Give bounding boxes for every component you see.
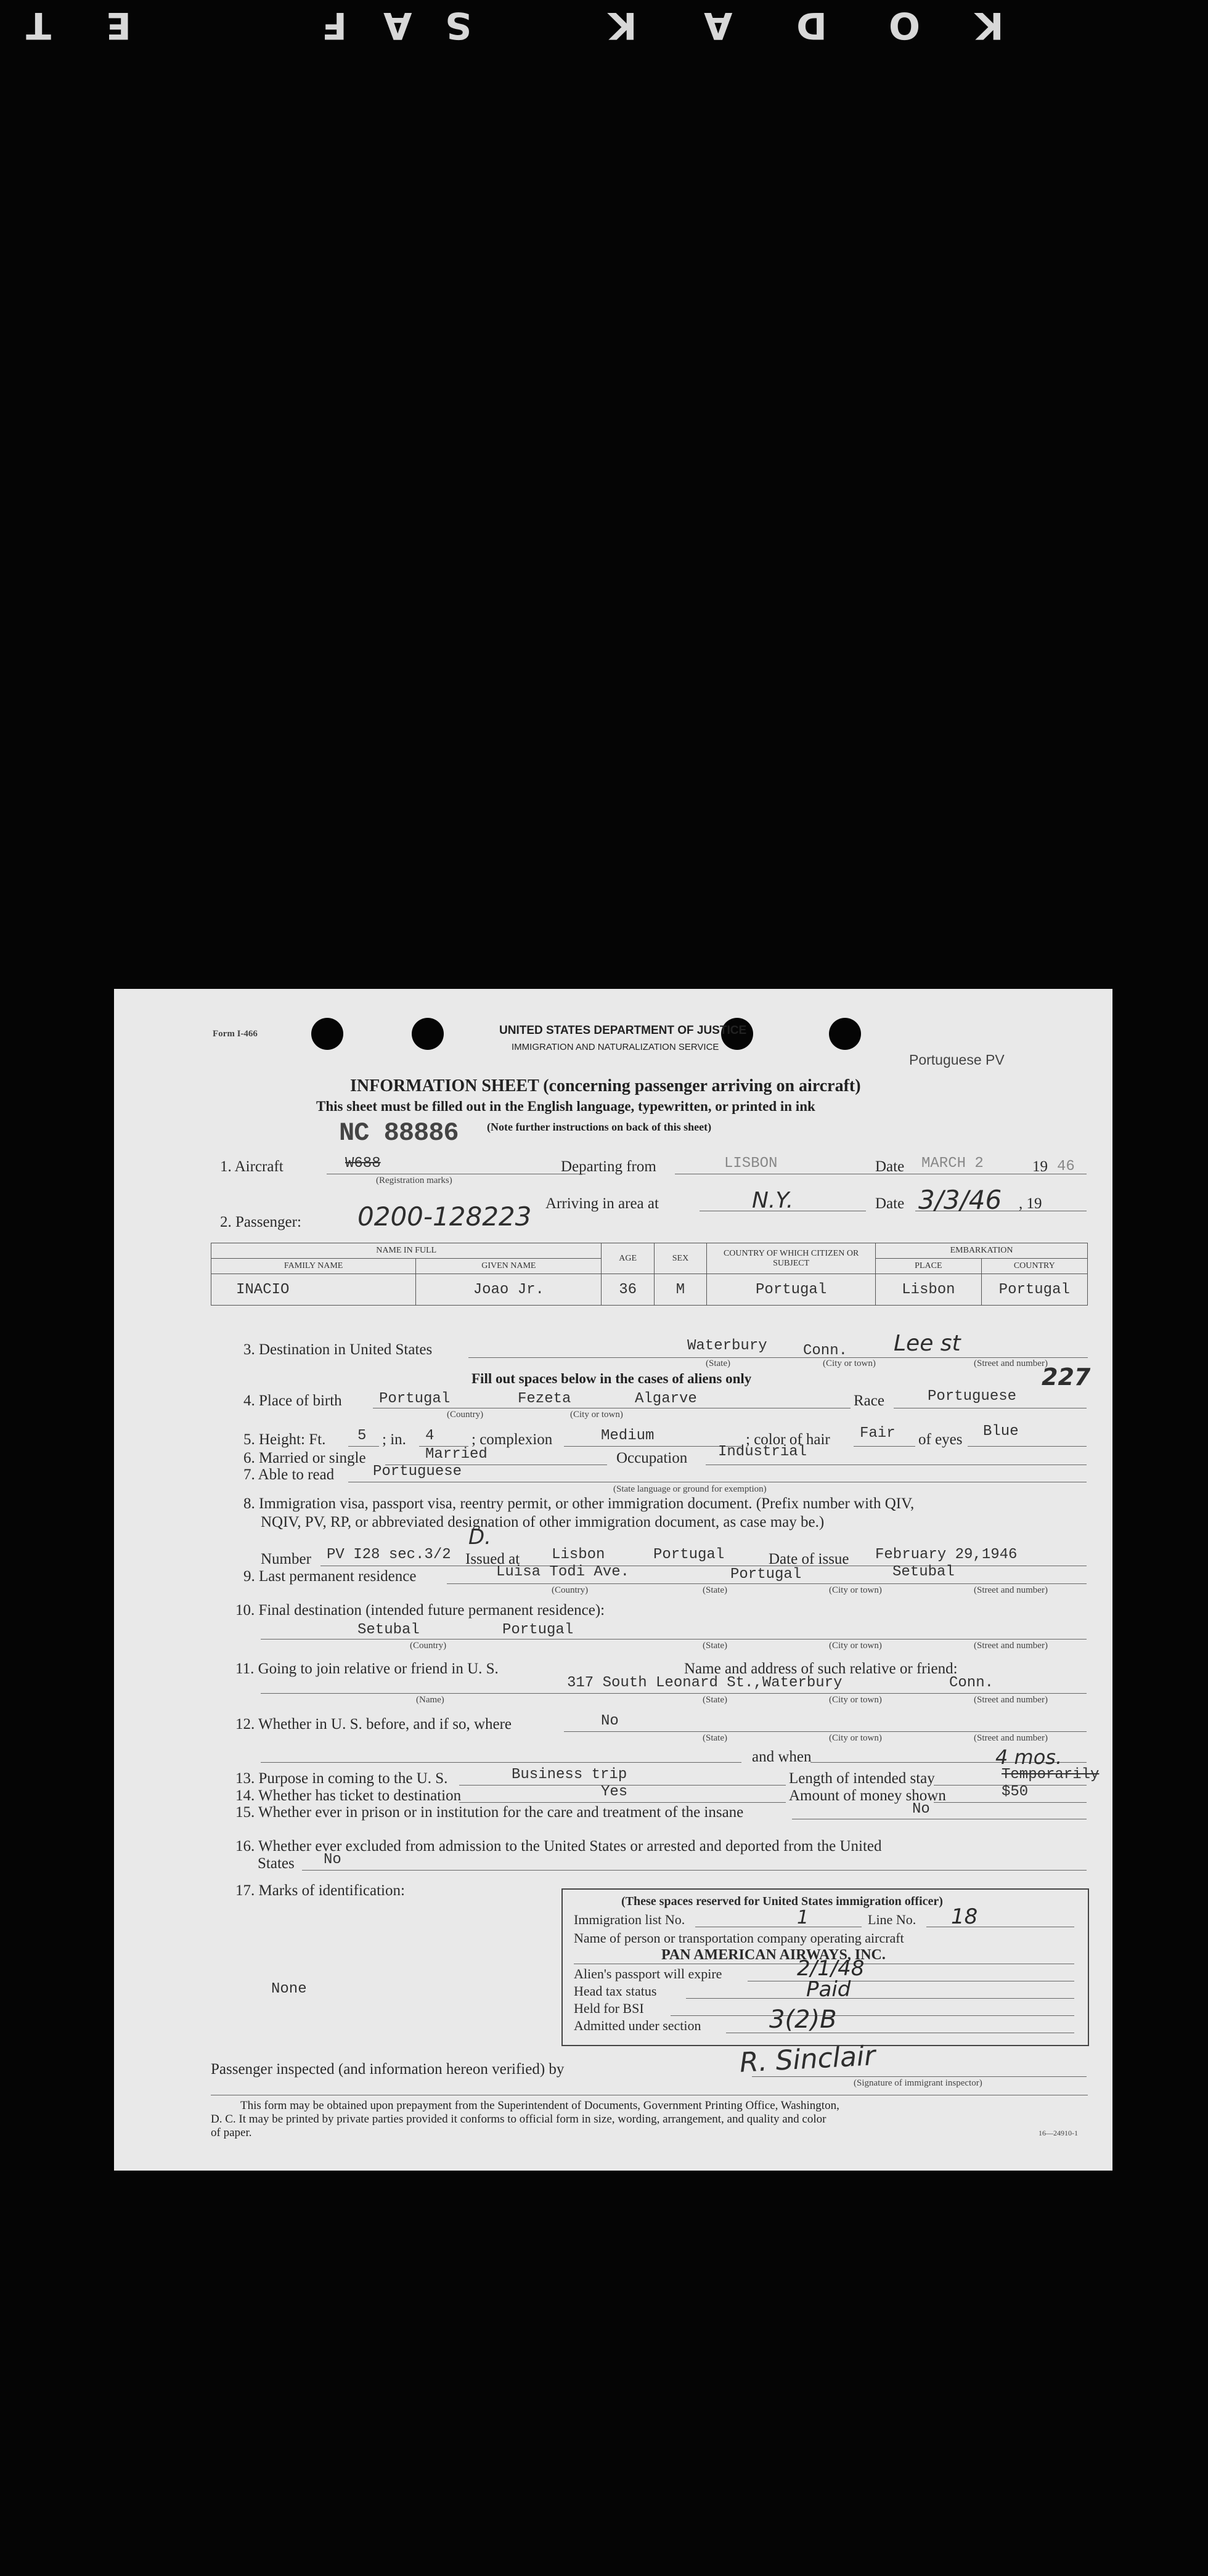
destination-state: Conn. xyxy=(803,1343,848,1359)
issue-date-label: Date of issue xyxy=(769,1551,849,1567)
cell-place: Lisbon xyxy=(876,1274,981,1306)
relative-sub-street: (Street and number) xyxy=(974,1695,1048,1705)
prison-value: No xyxy=(912,1801,930,1818)
destination-number: 227 xyxy=(1042,1363,1091,1391)
list-label: Immigration list No. xyxy=(574,1912,685,1927)
height-in: 4 xyxy=(425,1428,435,1444)
destination-sub-street: (Street and number) xyxy=(974,1359,1048,1368)
birth-sub-city: (City or town) xyxy=(570,1410,623,1420)
cell-age: 36 xyxy=(602,1274,654,1306)
stay-hand: 4 mos. xyxy=(995,1745,1063,1769)
cell-citizen: Portugal xyxy=(707,1274,876,1306)
relative-sub-name: (Name) xyxy=(416,1695,444,1705)
married-label: 6. Married or single xyxy=(243,1450,366,1466)
film-edge-bottom xyxy=(0,2557,1208,2576)
final-destination-label: 10. Final destination (intended future permanent residence): xyxy=(235,1602,605,1619)
money-value: $50 xyxy=(1002,1784,1029,1800)
residence-sub-city: (City or town) xyxy=(829,1585,882,1595)
before-when-label: and when xyxy=(752,1749,812,1765)
visa-number: PV I28 sec.3/2 xyxy=(327,1546,451,1563)
form-number: Form I-466 xyxy=(213,1029,258,1039)
col-header-given: GIVEN NAME xyxy=(416,1259,602,1274)
relative-address-label: Name and address of such relative or friend: xyxy=(684,1660,958,1677)
excluded-value: No xyxy=(324,1851,341,1868)
passenger-year-prefix: , 19 xyxy=(1019,1195,1042,1212)
marks-value: None xyxy=(271,1981,307,1997)
operator-label: Name of person or transportation company operating aircraft xyxy=(574,1930,904,1946)
line-number: 18 xyxy=(951,1904,978,1929)
height-ft: 5 xyxy=(357,1428,367,1444)
destination-label: 3. Destination in United States xyxy=(243,1341,433,1358)
sheet-title: INFORMATION SHEET (concerning passenger arriving on aircraft) xyxy=(350,1076,861,1095)
residence-sub-country: (Country) xyxy=(552,1585,589,1595)
cell-sex: M xyxy=(654,1274,706,1306)
footer-line-3: of paper. xyxy=(211,2126,252,2139)
destination-sub-state: (State) xyxy=(706,1359,730,1368)
birth-region: Algarve xyxy=(635,1391,697,1407)
final-destination-city: Setubal xyxy=(357,1622,420,1638)
destination-street: Lee st xyxy=(894,1331,961,1356)
footer-line-1: This form may be obtained upon prepayment from the Superintendent of Documents, Government Printing Office, Washington, xyxy=(240,2099,839,2112)
marks-label: 17. Marks of identification: xyxy=(235,1882,405,1899)
married-value: Married xyxy=(425,1446,488,1463)
service-name: IMMIGRATION AND NATURALIZATION SERVICE xyxy=(512,1042,719,1052)
occupation-label: Occupation xyxy=(616,1450,688,1466)
relative-state: Conn. xyxy=(949,1675,994,1691)
passenger-table xyxy=(211,1243,1088,1306)
passenger-date-label: Date xyxy=(875,1195,905,1212)
aircraft-label: 1. Aircraft xyxy=(220,1158,284,1175)
destination-city: Waterbury xyxy=(687,1338,767,1354)
money-label: Amount of money shown xyxy=(789,1787,946,1804)
stay-label: Length of intended stay xyxy=(789,1770,935,1787)
punch-hole xyxy=(412,1018,444,1050)
aircraft-year-prefix: 19 xyxy=(1032,1158,1048,1175)
residence-city: Setubal xyxy=(892,1564,955,1580)
residence-label: 9. Last permanent residence xyxy=(243,1568,417,1585)
race-label: Race xyxy=(854,1392,884,1409)
relative-label: 11. Going to join relative or friend in U. S. xyxy=(235,1660,499,1677)
cell-country: Portugal xyxy=(981,1274,1087,1306)
inspector-sub: (Signature of immigrant inspector) xyxy=(854,2078,982,2088)
film-edge-letter: E xyxy=(105,4,131,47)
official-use-box xyxy=(561,1888,1089,2046)
final-destination-country: Portugal xyxy=(502,1622,574,1638)
film-edge-letter: O xyxy=(888,4,921,47)
relative-sub-city: (City or town) xyxy=(829,1695,882,1705)
visa-label-2: NQIV, PV, RP, or abbreviated designation of other immigration document, as case may be.) xyxy=(261,1514,825,1530)
height-in-label: ; in. xyxy=(382,1431,406,1448)
final-sub-country: (Country) xyxy=(410,1641,447,1651)
information-sheet-document xyxy=(114,989,1112,2171)
aircraft-sub: (Registration marks) xyxy=(376,1176,452,1185)
purpose-label: 13. Purpose in coming to the U. S. xyxy=(235,1770,448,1787)
expire-value: 2/1/48 xyxy=(797,1956,865,1981)
issued-city: Lisbon xyxy=(552,1546,605,1563)
birth-city: Fezeta xyxy=(518,1391,571,1407)
residence-street: Luisa Todi Ave. xyxy=(496,1564,630,1580)
film-edge-letter: A xyxy=(382,4,412,47)
read-sub: (State language or ground for exemption) xyxy=(613,1484,767,1494)
excluded-label-2: States xyxy=(258,1855,295,1872)
tax-label: Head tax status xyxy=(574,1983,657,1999)
eyes-label: of eyes xyxy=(918,1431,963,1448)
line-label: Line No. xyxy=(868,1912,916,1927)
destination-sub-city: (City or town) xyxy=(823,1359,876,1368)
col-header-sex: SEX xyxy=(654,1243,706,1274)
eyes-value: Blue xyxy=(983,1423,1019,1440)
residence-sub-state: (State) xyxy=(703,1585,727,1595)
punch-hole xyxy=(829,1018,861,1050)
before-label: 12. Whether in U. S. before, and if so, where xyxy=(235,1716,512,1733)
birth-country: Portugal xyxy=(379,1391,451,1407)
col-header-family: FAMILY NAME xyxy=(211,1259,416,1274)
birth-sub-country: (Country) xyxy=(447,1410,484,1420)
col-header-country: COUNTRY OF WHICH CITIZEN OR SUBJECT xyxy=(707,1243,876,1274)
complexion-value: Medium xyxy=(601,1428,655,1444)
admitted-value: 3(2)B xyxy=(769,2005,837,2034)
final-sub-street: (Street and number) xyxy=(974,1641,1048,1651)
aircraft-value: W688 xyxy=(345,1155,381,1172)
complexion-label: ; complexion xyxy=(471,1431,553,1448)
table-row xyxy=(211,1274,1088,1306)
stay-typed: Temporarily xyxy=(1002,1766,1100,1783)
residence-sub-street: (Street and number) xyxy=(974,1585,1048,1595)
before-sub-state: (State) xyxy=(703,1733,727,1743)
visa-label: 8. Immigration visa, passport visa, reentry permit, or other immigration document. (Prefix number with QIV, xyxy=(243,1495,915,1512)
corner-note: Portuguese PV xyxy=(909,1052,1005,1068)
visa-hand-mark: D. xyxy=(468,1525,491,1550)
inspector-signature: R. Sinclair xyxy=(738,2040,876,2079)
visa-number-label: Number xyxy=(261,1551,311,1567)
before-value: No xyxy=(601,1713,619,1729)
issue-date: February 29,1946 xyxy=(875,1546,1018,1563)
sheet-instruction: This sheet must be filled out in the English language, typewritten, or printed in ink xyxy=(316,1099,815,1114)
departing-value: LISBON xyxy=(724,1155,778,1172)
hair-value: Fair xyxy=(860,1425,896,1442)
footer-code: 16—24910-1 xyxy=(1039,2129,1078,2137)
read-value: Portuguese xyxy=(373,1463,462,1480)
cell-given: Joao Jr. xyxy=(416,1274,602,1306)
before-sub-street: (Street and number) xyxy=(974,1733,1048,1743)
list-number: 1 xyxy=(797,1907,809,1928)
arriving-value: N.Y. xyxy=(752,1188,794,1213)
col-header-age: AGE xyxy=(602,1243,654,1274)
admitted-label: Admitted under section xyxy=(574,2018,701,2033)
passenger-label: 2. Passenger: xyxy=(220,1214,301,1230)
residence-country: Portugal xyxy=(730,1566,802,1583)
department-name: UNITED STATES DEPARTMENT OF JUSTICE xyxy=(499,1024,747,1037)
inspector-label: Passenger inspected (and information hereon verified) by xyxy=(211,2061,565,2078)
film-edge-letter: D xyxy=(795,4,827,47)
col-header-embarkation: EMBARKATION xyxy=(876,1243,1088,1259)
passenger-number: 0200-128223 xyxy=(357,1201,532,1232)
col-header-name: NAME IN FULL xyxy=(211,1243,602,1259)
col-header-embark-country: COUNTRY xyxy=(981,1259,1087,1274)
col-header-place: PLACE xyxy=(876,1259,981,1274)
birth-label: 4. Place of birth xyxy=(243,1392,342,1409)
occupation-value: Industrial xyxy=(718,1444,807,1460)
arriving-label: Arriving in area at xyxy=(545,1195,659,1212)
height-label: 5. Height: Ft. xyxy=(243,1431,326,1448)
aircraft-date-value: MARCH 2 xyxy=(921,1155,984,1172)
purpose-value: Business trip xyxy=(512,1766,627,1783)
departing-label: Departing from xyxy=(561,1158,656,1175)
registration-stamp: NC 88886 xyxy=(339,1118,459,1148)
final-sub-city: (City or town) xyxy=(829,1641,882,1651)
excluded-label: 16. Whether ever excluded from admission to the United States or arrested and deported from the United xyxy=(235,1838,882,1855)
read-label: 7. Able to read xyxy=(243,1466,335,1483)
footer-line-2: D. C. It may be printed by private parties provided it conforms to official form in size, wording, arrangement, and quality and color xyxy=(211,2113,826,2126)
aliens-heading: Fill out spaces below in the cases of aliens only xyxy=(471,1371,752,1386)
relative-address: 317 South Leonard St.,Waterbury xyxy=(567,1675,843,1691)
film-edge-letter: T xyxy=(25,4,51,47)
film-edge-letter: S xyxy=(444,4,472,47)
expire-label: Alien's passport will expire xyxy=(574,1966,722,1981)
before-sub-city: (City or town) xyxy=(829,1733,882,1743)
film-edge-top xyxy=(0,0,1208,68)
relative-sub-state: (State) xyxy=(703,1695,727,1705)
race-value: Portuguese xyxy=(928,1388,1017,1405)
punch-hole xyxy=(311,1018,343,1050)
issued-label: Issued at xyxy=(465,1551,520,1567)
passenger-date-value: 3/3/46 xyxy=(918,1185,1002,1215)
aircraft-date-label: Date xyxy=(875,1158,905,1175)
ticket-label: 14. Whether has ticket to destination xyxy=(235,1787,462,1804)
operator-value: PAN AMERICAN AIRWAYS, INC. xyxy=(661,1947,886,1963)
film-edge-letter: K xyxy=(607,4,637,47)
issued-country: Portugal xyxy=(653,1546,725,1563)
prison-label: 15. Whether ever in prison or in institution for the care and treatment of the insane xyxy=(235,1804,744,1821)
film-edge-letter: F xyxy=(320,4,347,47)
aircraft-year-value: 46 xyxy=(1057,1158,1075,1175)
film-edge-letter: A xyxy=(703,4,733,47)
film-edge-letter: K xyxy=(974,4,1004,47)
bsi-label: Held for BSI xyxy=(574,2001,644,2016)
ticket-value: Yes xyxy=(601,1784,628,1800)
sheet-note: (Note further instructions on back of this sheet) xyxy=(487,1121,712,1133)
tax-value: Paid xyxy=(806,1977,851,2002)
hair-label: ; color of hair xyxy=(746,1431,830,1448)
official-heading: (These spaces reserved for United States immigration officer) xyxy=(621,1895,943,1908)
final-sub-state: (State) xyxy=(703,1641,727,1651)
cell-family: INACIO xyxy=(211,1274,416,1306)
